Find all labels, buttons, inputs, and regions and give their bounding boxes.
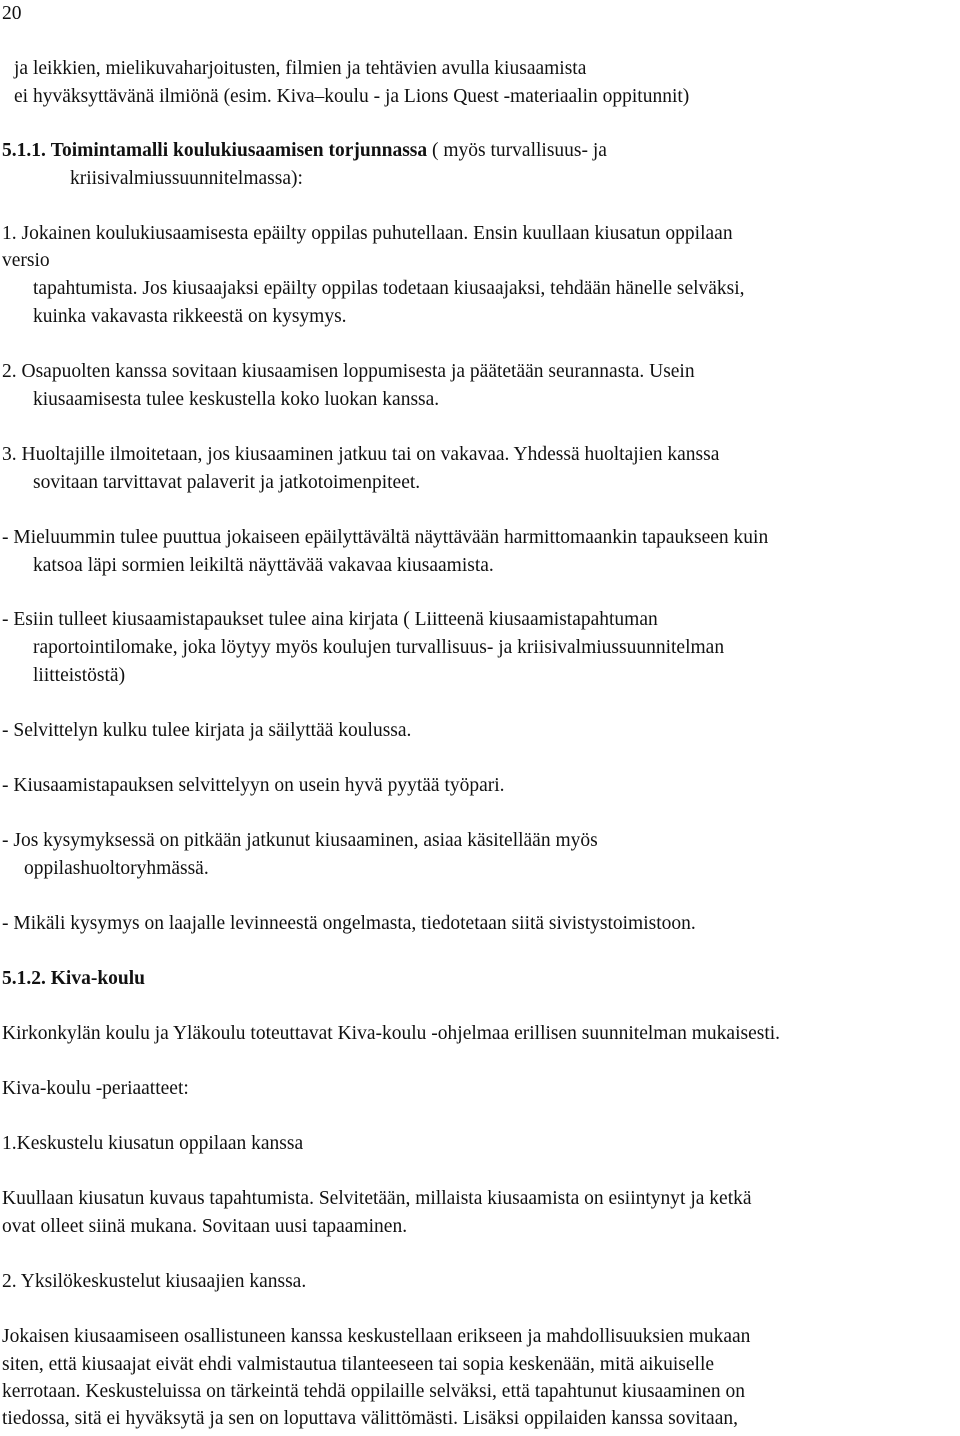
section-number: 5.1.1. bbox=[2, 140, 46, 161]
intro-line: ja leikkien, mielikuvaharjoitusten, filmien ja tehtävien avulla kiusaamista bbox=[14, 58, 587, 79]
bullet-item: - Mikäli kysymys on laajalle levinneestä ongelmasta, tiedotetaan siitä sivistystoimistoon. bbox=[2, 913, 696, 934]
paragraph: Kuullaan kiusatun kuvaus tapahtumista. Selvitetään, millaista kiusaamista on esiintynyt ja ketkä bbox=[2, 1188, 752, 1209]
paragraph: kerrotaan. Keskusteluissa on tärkeintä tehdä oppilaille selväksi, että tapahtunut kiusaaminen on bbox=[2, 1381, 745, 1402]
paragraph: ovat olleet siinä mukana. Sovitaan uusi tapaaminen. bbox=[2, 1216, 408, 1237]
step-1: tapahtumista. Jos kiusaajaksi epäilty oppilas todetaan kiusaajaksi, tehdään hänelle selväksi, bbox=[33, 278, 745, 299]
bullet-item: liitteistöstä) bbox=[33, 665, 126, 686]
bullet-item: - Selvittelyn kulku tulee kirjata ja säilyttää koulussa. bbox=[2, 720, 412, 741]
bullet-item: oppilashuoltoryhmässä. bbox=[24, 858, 209, 879]
paragraph: siten, että kiusaajat eivät ehdi valmistautua tilanteeseen tai sopia keskenään, mitä aikuiselle bbox=[2, 1354, 715, 1375]
step-3: sovitaan tarvittavat palaverit ja jatkotoimenpiteet. bbox=[33, 472, 421, 493]
bullet-item: katsoa läpi sormien leikiltä näyttävää vakavaa kiusaamista. bbox=[33, 555, 494, 576]
section-heading-5-1-1 bbox=[2, 138, 607, 164]
step-2: kiusaamisesta tulee keskustella koko luokan kanssa. bbox=[33, 389, 440, 410]
principles-label: Kiva-koulu -periaatteet: bbox=[2, 1078, 189, 1099]
step-3: 3. Huoltajille ilmoitetaan, jos kiusaaminen jatkuu tai on vakavaa. Yhdessä huoltajien kanssa bbox=[2, 444, 720, 465]
section-heading-5-1-2: 5.1.2. Kiva-koulu bbox=[2, 968, 146, 989]
bullet-item: - Jos kysymyksessä on pitkään jatkunut kiusaaminen, asiaa käsitellään myös bbox=[2, 830, 598, 851]
step-2: 2. Osapuolten kanssa sovitaan kiusaamisen loppumisesta ja päätetään seurannasta. Usein bbox=[2, 361, 695, 382]
paragraph: Kirkonkylän koulu ja Yläkoulu toteuttavat Kiva-koulu -ohjelmaa erillisen suunnitelman mukaisesti. bbox=[2, 1023, 781, 1044]
paragraph: tiedossa, sitä ei hyväksytä ja sen on loputtava välittömästi. Lisäksi oppilaiden kanssa sovitaan, bbox=[2, 1408, 738, 1429]
bullet-item: - Kiusaamistapauksen selvittelyyn on usein hyvä pyytää työpari. bbox=[2, 775, 505, 796]
section-note: ( myös turvallisuus- ja bbox=[427, 140, 607, 161]
bullet-item: - Mieluummin tulee puuttua jokaiseen epäilyttävältä näyttävään harmittomaankin tapaukseen kuin bbox=[2, 527, 769, 548]
intro-line: ei hyväksyttävänä ilmiönä (esim. Kiva–koulu - ja Lions Quest -materiaalin oppitunnit) bbox=[14, 86, 690, 107]
step-1: kuinka vakavasta rikkeestä on kysymys. bbox=[33, 306, 347, 327]
bullet-item: - Esiin tulleet kiusaamistapaukset tulee aina kirjata ( Liitteenä kiusaamistapahtuman bbox=[2, 609, 658, 630]
section-note-cont: kriisivalmiussuunnitelmassa): bbox=[70, 168, 303, 189]
step-1: versio bbox=[2, 250, 50, 271]
bullet-item: raportointilomake, joka löytyy myös koulujen turvallisuus- ja kriisivalmiussuunnitelman bbox=[33, 637, 725, 658]
section-title: Toimintamalli koulukiusaamisen torjunnassa bbox=[50, 140, 428, 161]
paragraph: Jokaisen kiusaamiseen osallistuneen kanssa keskustellaan erikseen ja mahdollisuuksien mukaan bbox=[2, 1326, 751, 1347]
principle-title: 2. Yksilökeskustelut kiusaajien kanssa. bbox=[2, 1271, 307, 1292]
step-1: 1. Jokainen koulukiusaamisesta epäilty oppilas puhutellaan. Ensin kuullaan kiusatun oppilaan bbox=[2, 223, 733, 244]
principle-title: 1.Keskustelu kiusatun oppilaan kanssa bbox=[2, 1133, 304, 1154]
page-number: 20 bbox=[2, 3, 22, 24]
